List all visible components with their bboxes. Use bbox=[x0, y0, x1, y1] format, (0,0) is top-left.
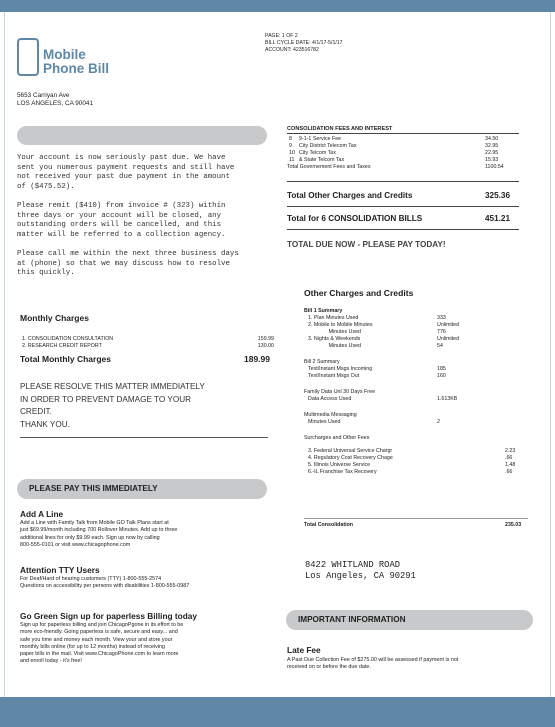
fee-number: 9 bbox=[289, 143, 292, 149]
monthly-charges-title: Monthly Charges bbox=[20, 313, 89, 323]
summary-value: 54 bbox=[437, 343, 443, 349]
summary-label: Text/Instant Msgs Incoming bbox=[308, 366, 373, 372]
surcharge-row bbox=[304, 469, 534, 476]
divider bbox=[287, 206, 519, 207]
summary-value: Unlimited bbox=[437, 322, 460, 328]
mailing-address bbox=[305, 560, 416, 582]
fee-row bbox=[287, 164, 519, 171]
summary-label: 2. Mobile to Mobile Minutes bbox=[308, 322, 373, 328]
fee-number: 8 bbox=[289, 136, 292, 142]
surcharge-value: .66 bbox=[505, 455, 513, 461]
total-due-now: TOTAL DUE NOW - PLEASE PAY TODAY! bbox=[287, 240, 446, 249]
summary-label: 1. Plan Minutes Used bbox=[308, 315, 359, 321]
summary-row bbox=[304, 315, 534, 322]
resolve-notice: PLEASE RESOLVE THIS MATTER IMMEDIATELY IN ORDER TO PREVENT DAMAGE TO YOUR CREDIT. THANK YOU. bbox=[20, 382, 205, 429]
surcharge-row bbox=[304, 462, 534, 469]
add-line-title: Add A Line bbox=[20, 509, 64, 519]
surcharge-label: 3. Federal Universal Service Chargr bbox=[308, 448, 393, 454]
total-monthly-label: Total Monthly Charges bbox=[20, 354, 111, 364]
surcharge-row bbox=[304, 455, 534, 462]
phone-icon bbox=[17, 38, 39, 76]
fee-row bbox=[287, 143, 519, 150]
surcharge-label: 6.-IL Franchise Tax Recovery bbox=[308, 469, 377, 475]
surcharge-value: 1.48 bbox=[505, 462, 516, 468]
summary-label: Text/Instant Msgs Out bbox=[308, 373, 360, 379]
summary-label: Data Access Used bbox=[308, 396, 352, 402]
logo-text bbox=[43, 48, 143, 76]
charge-amount: 130.00 bbox=[257, 343, 274, 349]
divider bbox=[20, 437, 268, 438]
six-bills-total: 451.21 bbox=[485, 214, 511, 223]
other-charges-total-label: Total Other Charges and Credits bbox=[287, 191, 413, 200]
bottom-band bbox=[0, 697, 555, 727]
surcharge-value: 2.23 bbox=[505, 448, 516, 454]
pay-banner bbox=[17, 479, 267, 499]
total-consolidation-value: 235.03 bbox=[505, 522, 522, 528]
consolidation-list bbox=[287, 136, 519, 171]
late-fee-title: Late Fee bbox=[287, 645, 321, 655]
fee-number: 10 bbox=[289, 150, 295, 156]
notice-paragraph-1: Your account is now seriously past due. We have sent you numerous payment requests and still have not received your past due payment in the amount of ($475.52). bbox=[17, 154, 235, 191]
total-monthly-amount: 189.99 bbox=[244, 354, 270, 364]
surcharge-label: 5. Illinois Universe Service bbox=[308, 462, 371, 468]
fee-row bbox=[287, 150, 519, 157]
other-charges-list bbox=[304, 308, 534, 476]
total-consolidation-label: Total Consolidation bbox=[304, 522, 354, 528]
left-header-bar bbox=[17, 126, 267, 145]
summary-label: 3. Nights & Weekends bbox=[308, 336, 361, 342]
late-fee-body: A Past Due Collection Fee of $275.00 will be assessed if payment is not received on or before the due date. bbox=[287, 657, 459, 671]
notice-paragraph-2: Please remit ($410) from invoice # (323) within three days or your account will be closed, any outstanding orders will be cancelled, and this matter will be referred to a collection agency. bbox=[17, 202, 226, 239]
fee-label: City District Telecom Tax bbox=[299, 143, 357, 149]
summary-row bbox=[304, 322, 534, 329]
multimedia-title: Multimedia Messaging bbox=[304, 412, 357, 418]
divider bbox=[287, 181, 519, 182]
summary-value: 160 bbox=[437, 373, 446, 379]
charge-label: 2. RESEARCH CREDIT REPORT bbox=[22, 343, 102, 349]
monthly-charges-list bbox=[22, 336, 274, 350]
account-number: ACCOUNT: 423516782 bbox=[265, 47, 319, 53]
summary-row bbox=[304, 343, 534, 350]
total-consolidation-row bbox=[304, 522, 534, 528]
summary-row bbox=[304, 419, 534, 426]
address-line-1: 5653 Carriyan Ave bbox=[17, 92, 70, 99]
logo-line-2: Phone Bill bbox=[43, 61, 110, 76]
bill1-summary-title: Bill 1 Summary bbox=[304, 308, 343, 314]
customer-address bbox=[17, 92, 93, 108]
family-data-title: Family Data Unl 30 Days Free bbox=[304, 389, 375, 395]
fee-row bbox=[287, 136, 519, 143]
fee-amount: 34.50 bbox=[485, 136, 499, 142]
fee-label: & State Telcom Tax bbox=[299, 157, 345, 163]
summary-label: Minutes Used bbox=[308, 419, 341, 425]
fee-label: 9-1-1 Service Fee bbox=[299, 136, 342, 142]
summary-value: Unlimited bbox=[437, 336, 460, 342]
summary-value: 1.613KB bbox=[437, 396, 458, 402]
divider bbox=[287, 133, 519, 134]
charge-amount: 159.99 bbox=[257, 336, 274, 342]
surcharge-value: .66 bbox=[505, 469, 513, 475]
fee-row bbox=[287, 157, 519, 164]
mailing-line-1: 8422 WHITLAND ROAD bbox=[305, 560, 401, 570]
other-charges-title: Other Charges and Credits bbox=[304, 288, 414, 298]
page-number: PAGE: 1 OF 2 bbox=[265, 33, 298, 39]
go-green-body: Sign up for paperless billing and join ChicagoPgone in its effort to be more eco-friendly. Going paperless is safe, secure and easy... and safe you time and money each month. View your and store your monthly bills online (for up to 12 months) instead of receiving paper bills in the mail. Visit www.ChicagoPhone.com to learn more and enroll today - it's free! bbox=[20, 622, 184, 665]
logo-line-1: Mobile bbox=[43, 47, 86, 62]
notice-paragraph-3: Please call me within the next three business days at (phone) so that we may discuss how to resolve this quickly. bbox=[17, 250, 239, 278]
summary-label: Minutes Used bbox=[308, 329, 361, 335]
tty-body: For Deaf/Hard of hearing customers (TTY) 1-800-555-2574 Questions on accessibility per persons with disabilities 1-800-555-0987 bbox=[20, 576, 190, 590]
summary-row bbox=[304, 329, 534, 336]
fee-number: 11 bbox=[289, 157, 295, 163]
summary-row bbox=[304, 366, 534, 373]
summary-value: 333 bbox=[437, 315, 446, 321]
other-charges-total: 325.36 bbox=[485, 191, 511, 200]
mailing-line-2: Los Angeles, CA 90291 bbox=[305, 571, 416, 581]
summary-value: 776 bbox=[437, 329, 446, 335]
bill2-summary-title: Bill 2 Summary bbox=[304, 359, 340, 365]
address-line-2: LOS ANGELES, CA 90041 bbox=[17, 100, 94, 107]
charge-label: 1. CONSOLIDATION CONSULTATION bbox=[22, 336, 114, 342]
bill-cycle-date: BILL CYCLE DATE: 4/1/17-5/1/17 bbox=[265, 40, 343, 46]
fee-amount: 32.95 bbox=[485, 143, 499, 149]
bill-meta bbox=[265, 33, 343, 54]
summary-row bbox=[304, 396, 534, 403]
add-line-body: Add a Line with Family Talk from Mobile GO Talk Plans start at just $69.99/month including 700 Rollover Minutes. Add up to three additional lines for only $9.99 each. Sign up now by calling 800-555-0101 or visit www.chicagophone.com bbox=[20, 520, 178, 549]
fee-label: City Telcom Tax bbox=[299, 150, 336, 156]
top-band bbox=[0, 0, 555, 12]
divider bbox=[287, 229, 519, 230]
surcharge-label: 4. Regulatory Cost Recovery Chage bbox=[308, 455, 393, 461]
important-banner-text: IMPORTANT INFORMATION bbox=[298, 615, 406, 624]
go-green-title: Go Green Sign up for paperless Billing today bbox=[20, 611, 198, 621]
summary-label: Minutes Used bbox=[308, 343, 361, 349]
pay-banner-text: PLEASE PAY THIS IMMEDIATELY bbox=[29, 484, 158, 493]
important-banner bbox=[286, 610, 533, 630]
divider bbox=[304, 518, 528, 519]
surcharges-title: Surcharges and Other Fees bbox=[304, 435, 370, 441]
consolidation-title: CONSOLIDATION FEES AND INTEREST bbox=[287, 126, 393, 132]
fee-amount: 15.93 bbox=[485, 157, 499, 163]
tty-title: Attention TTY Users bbox=[20, 565, 100, 575]
monthly-charge-row bbox=[22, 343, 274, 350]
summary-row bbox=[304, 373, 534, 380]
summary-value: 2 bbox=[437, 419, 440, 425]
surcharge-row bbox=[304, 448, 534, 455]
fee-label: Total Governement Fees and Taxes bbox=[287, 164, 371, 170]
summary-value: 185 bbox=[437, 366, 446, 372]
monthly-charge-row bbox=[22, 336, 274, 343]
fee-amount: 1100.54 bbox=[485, 164, 504, 170]
fee-amount: 22.95 bbox=[485, 150, 499, 156]
six-bills-label: Total for 6 CONSOLIDATION BILLS bbox=[287, 214, 423, 223]
summary-row bbox=[304, 336, 534, 343]
